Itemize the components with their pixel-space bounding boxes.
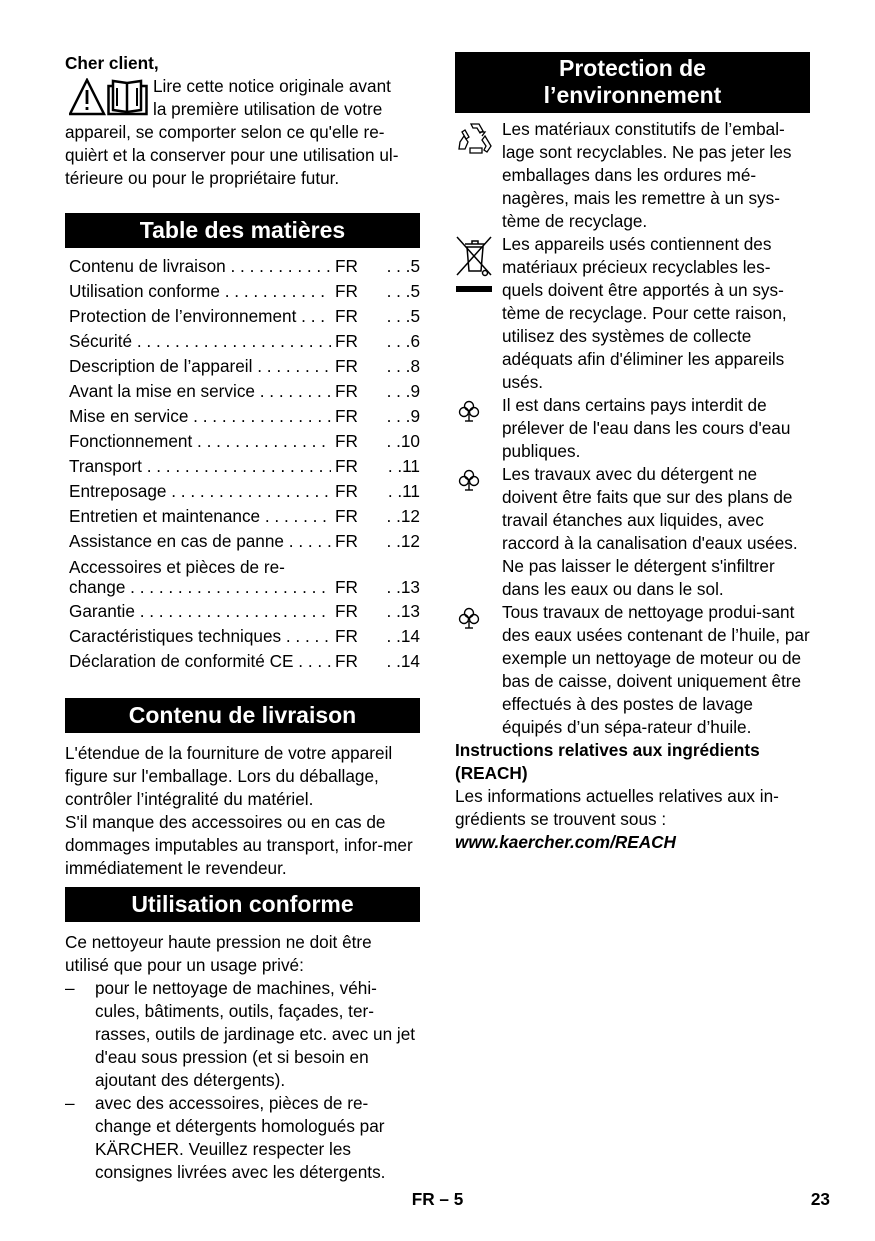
environment-tree-icon (455, 466, 495, 494)
toc-entry[interactable] (69, 379, 420, 404)
toc-entry-title: Entreposage . . . (69, 479, 331, 504)
toc-entry-page: . .11 (387, 456, 420, 476)
toc-entry-lang: FR (334, 481, 358, 501)
intro-first-lines (65, 75, 420, 121)
delivery-paragraph-1: L'étendue de la fourniture de votre appareil figure sur l'emballage. Lors du déballage, contrôler l’intégralité du matériel. (65, 743, 393, 809)
environment-title-line-1: Protection de (559, 55, 706, 81)
toc-entry[interactable] (69, 329, 420, 354)
toc-entry-page: . . .8 (386, 356, 420, 376)
toc-entry-lang: FR (334, 331, 358, 351)
delivery-title: Contenu de livraison (65, 698, 420, 733)
toc-entry-page: . . .5 (386, 281, 420, 301)
toc-entry-page: . .13 (386, 577, 420, 597)
toc-entry-page: . . .5 (386, 256, 420, 276)
warning-manual-icons (65, 75, 153, 121)
toc-entry-page: . .14 (386, 651, 420, 671)
toc-entry-lang: FR (334, 531, 358, 551)
toc-entry-lang: FR (334, 456, 358, 476)
environment-title (455, 52, 810, 113)
toc-entry-lang: FR (334, 306, 358, 326)
right-column (455, 52, 810, 854)
list-item-text: avec des accessoires, pièces de re-change et détergents homologués par KÄRCHER. Veuillez respecter les consignes livrées avec les détergents. (95, 1093, 386, 1182)
list-item-text: Il est dans certains pays interdit de prélever de l'eau dans les cours d'eau publiques. (502, 395, 791, 461)
toc-entry-lang: FR (334, 406, 358, 426)
list-item-text: Les travaux avec du détergent ne doivent être faits que sur des plans de travail étanches aux liquides, avec raccord à la canalisation d'eaux usées. Ne pas laisser le détergent s'infiltrer dans les eaux ou dans le sol. (502, 464, 798, 599)
footer-language-page: FR – 5 (411, 1189, 464, 1209)
list-item (455, 601, 810, 739)
table-of-contents (69, 254, 420, 674)
toc-title: Table des matières (65, 213, 420, 248)
crossed-bin-icon (455, 235, 495, 295)
list-item (455, 118, 810, 233)
page-number: 23 (810, 1189, 830, 1209)
list-item-text: Les matériaux constitutifs de l’embal-lage sont recyclables. Ne pas jeter les emballages dans les ordures mé-nagères, mais les remettre à un sys-tème de recyclage. (502, 119, 792, 231)
toc-entry[interactable] (69, 557, 420, 597)
toc-entry-page: . . .5 (386, 306, 420, 326)
toc-entry[interactable] (69, 624, 420, 649)
toc-entry-page: . .12 (386, 531, 420, 551)
toc-entry-title: Garantie . . . (69, 599, 331, 624)
toc-entry[interactable] (69, 429, 420, 454)
list-item-text: pour le nettoyage de machines, véhi-cules, bâtiments, outils, façades, ter-rasses, outils de jardinage etc. avec un jet d'eau sous pression (et si besoin en ajoutant des détergents). (95, 978, 416, 1090)
toc-entry-title: Description de l’appareil . . . (69, 354, 331, 379)
toc-entry-page: . .14 (386, 626, 420, 646)
environment-tree-icon (455, 604, 495, 632)
list-item-text: Les appareils usés contiennent des matériaux précieux recyclables les-quels doivent être apportés à un sys-tème de recyclage. Pour cette raison, utilisez des systèmes de collecte adéquats afin d'éliminer les appareils usés. (502, 234, 787, 392)
toc-entry-lang: FR (334, 431, 358, 451)
toc-entry-lang: FR (334, 651, 358, 671)
toc-entry-title: Protection de l’environnement . . . (69, 304, 331, 329)
intro-heading: Cher client, (65, 53, 159, 73)
reach-heading: Instructions relatives aux ingrédients (REACH) (455, 740, 760, 783)
list-item-text: Tous travaux de nettoyage produi-sant des eaux usées contenant de l’huile, par exemple un nettoyage de moteur ou de bas de caisse, doivent uniquement être effectués à des postes de lavage équipés d’un sépa-rateur d’huile. (502, 602, 810, 737)
list-item: – pour le nettoyage de machines, véhi-cules, bâtiments, outils, façades, ter-rasses, outils de jardinage etc. avec un jet d'eau sous pression (et si besoin en ajoutant des détergents). (65, 977, 420, 1092)
toc-entry-title: change . . . (69, 577, 331, 597)
toc-entry[interactable] (69, 279, 420, 304)
toc-entry-title: Transport . . . (69, 454, 331, 479)
intro-line-1: Lire cette notice originale avant (153, 76, 391, 96)
manual-book-icon (107, 78, 149, 118)
intro-text: appareil, se comporter selon ce qu'elle re-quièrt et la conserver pour une utilisation ul-térieure ou pour le propriétaire futur. (65, 122, 399, 188)
toc-entry-page: . . .9 (386, 406, 420, 426)
toc-entry[interactable] (69, 649, 420, 674)
toc-entry[interactable] (69, 504, 420, 529)
toc-entry-title: Contenu de livraison . . . (69, 254, 331, 279)
toc-entry[interactable] (69, 404, 420, 429)
toc-entry-title: Entretien et maintenance . . . (69, 504, 331, 529)
toc-entry[interactable] (69, 479, 420, 504)
toc-entry[interactable] (69, 354, 420, 379)
toc-entry-title: Avant la mise en service . . . (69, 379, 331, 404)
recycling-icon (455, 120, 495, 160)
toc-entry-lang: FR (334, 356, 358, 376)
toc-entry-lang: FR (334, 381, 358, 401)
environment-tree-icon (455, 397, 495, 425)
list-item: – avec des accessoires, pièces de re-change et détergents homologués par KÄRCHER. Veuillez respecter les consignes livrées avec les détergents. (65, 1092, 420, 1184)
toc-entry-page: . .10 (386, 431, 420, 451)
toc-entry[interactable] (69, 454, 420, 479)
toc-entry-title: Assistance en cas de panne . . . (69, 529, 331, 554)
toc-entry-title: Utilisation conforme . . . (69, 279, 331, 304)
list-item (455, 233, 810, 394)
toc-entry-page: . .12 (386, 506, 420, 526)
toc-entry-page: . .13 (386, 601, 420, 621)
toc-entry-title: Fonctionnement . . . (69, 429, 331, 454)
list-item (455, 463, 810, 601)
toc-entry-title: Caractéristiques techniques . . . (69, 624, 331, 649)
intro-line-2: la première utilisation de votre (153, 99, 383, 119)
toc-entry-lang: FR (334, 256, 358, 276)
toc-entry-lang: FR (334, 281, 358, 301)
left-column (65, 52, 420, 1184)
toc-entry-page: . . .9 (386, 381, 420, 401)
reach-text: Les informations actuelles relatives aux in-grédients se trouvent sous : (455, 786, 779, 829)
toc-entry-title: Déclaration de conformité CE . . . (69, 649, 331, 674)
environment-title-line-2: l’environnement (543, 82, 722, 108)
toc-entry[interactable] (69, 529, 420, 554)
toc-entry-lang: FR (334, 601, 358, 621)
toc-entry-page: . . .6 (386, 331, 420, 351)
toc-entry[interactable] (69, 304, 420, 329)
delivery-paragraph-2: S'il manque des accessoires ou en cas de dommages imputables au transport, infor-mer immédiatement le revendeur. (65, 812, 413, 878)
proper-use-intro: Ce nettoyeur haute pression ne doit être utilisé que pour un usage privé: (65, 932, 372, 975)
toc-entry-page: . .11 (387, 481, 420, 501)
toc-entry-title: Mise en service . . . (69, 404, 331, 429)
toc-entry[interactable] (69, 254, 420, 279)
list-item (455, 394, 810, 463)
toc-entry[interactable] (69, 599, 420, 624)
toc-entry-title: Sécurité . . . (69, 329, 331, 354)
toc-entry-lang: FR (334, 506, 358, 526)
proper-use-title: Utilisation conforme (65, 887, 420, 922)
reach-link[interactable]: www.kaercher.com/REACH (455, 832, 676, 852)
toc-entry-lang: FR (334, 626, 358, 646)
toc-entry-lang: FR (334, 577, 358, 597)
toc-entry-title: Accessoires et pièces de re- (69, 557, 285, 577)
